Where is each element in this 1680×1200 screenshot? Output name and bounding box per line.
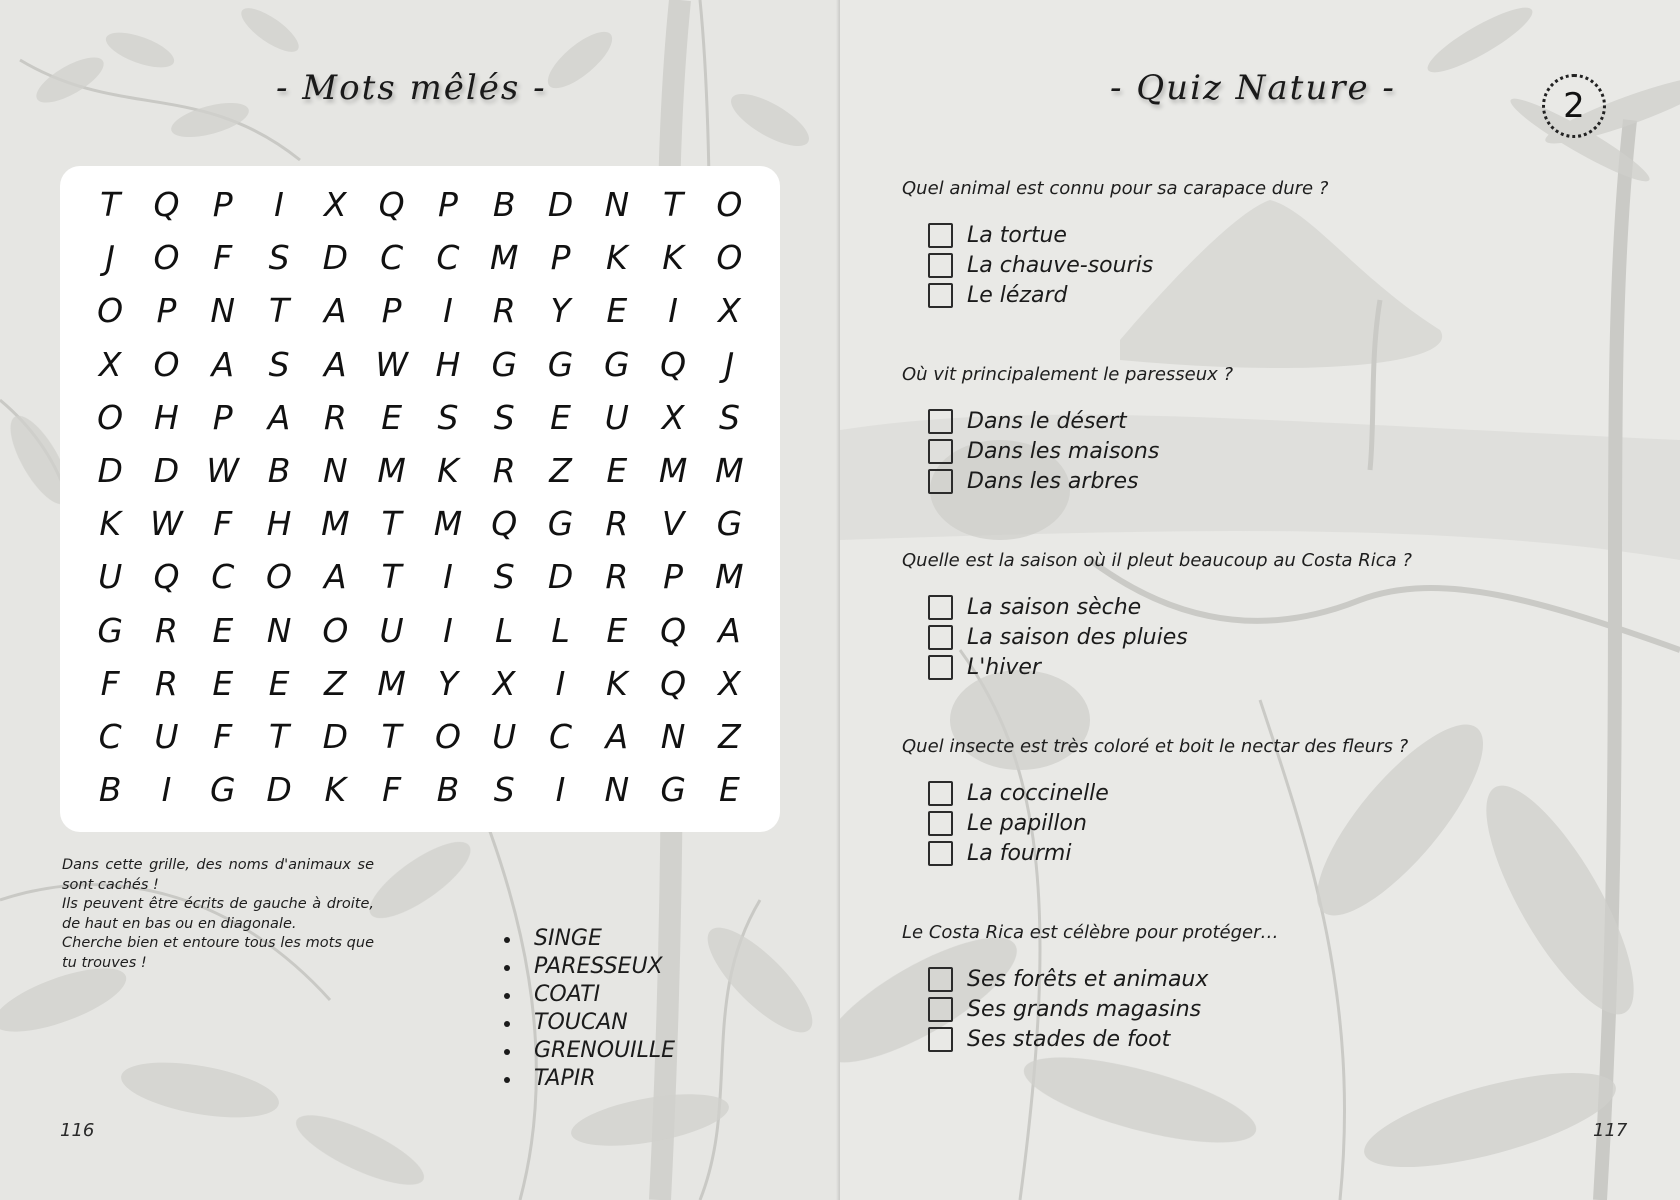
answer-option[interactable] <box>928 994 1602 1024</box>
grid-letter[interactable]: E <box>606 291 628 331</box>
instructions <box>62 856 374 973</box>
grid-letter[interactable]: R <box>492 291 516 331</box>
checkbox[interactable] <box>928 283 953 308</box>
grid-letter[interactable]: N <box>604 770 630 810</box>
page-number: 117 <box>1593 1120 1628 1141</box>
option-label: La fourmi <box>967 840 1072 866</box>
grid-letter[interactable]: L <box>551 610 570 650</box>
word-list-item <box>500 1037 675 1065</box>
grid-letter[interactable]: N <box>604 185 630 225</box>
grid-letter[interactable]: F <box>213 716 233 756</box>
word-label: PARESSEUX <box>534 954 663 979</box>
bullet-icon <box>504 937 510 943</box>
page-title: - Mots mêlés - <box>276 68 547 108</box>
question-text: Quel insecte est très coloré et boit le nectar des fleurs ? <box>902 736 1409 757</box>
grid-letter[interactable]: O <box>266 557 293 597</box>
grid-letter[interactable]: P <box>212 185 233 225</box>
grid-letter[interactable]: M <box>433 504 463 544</box>
word-label: TOUCAN <box>534 1010 628 1035</box>
grid-letter[interactable]: K <box>99 504 121 544</box>
option-label: Dans les arbres <box>967 468 1139 494</box>
word-list-item <box>500 925 675 953</box>
grid-letter[interactable]: I <box>555 663 566 703</box>
grid-letter[interactable]: T <box>381 716 402 756</box>
bullet-icon <box>504 993 510 999</box>
page-title: - Quiz Nature - <box>1110 68 1396 108</box>
word-list-item <box>500 953 675 981</box>
checkbox[interactable] <box>928 781 953 806</box>
word-label: COATI <box>534 982 601 1007</box>
grid-letter[interactable]: K <box>437 451 459 491</box>
grid-letter[interactable]: S <box>268 344 290 384</box>
grid-letter[interactable]: N <box>660 716 686 756</box>
grid-letter[interactable]: S <box>493 397 515 437</box>
quiz-question <box>902 548 1602 682</box>
grid-letter[interactable]: A <box>718 610 741 650</box>
answer-option[interactable] <box>928 592 1602 622</box>
grid-letter[interactable]: S <box>493 557 515 597</box>
grid-letter[interactable]: M <box>321 504 350 544</box>
grid-letter[interactable]: Z <box>549 451 572 491</box>
checkbox[interactable] <box>928 595 953 620</box>
grid-letter[interactable]: T <box>663 185 684 225</box>
grid-letter[interactable]: E <box>550 397 571 437</box>
grid-letter[interactable]: M <box>715 557 744 597</box>
grid-letter[interactable]: R <box>605 504 629 544</box>
grid-letter[interactable]: O <box>716 238 743 278</box>
grid-letter[interactable]: O <box>97 397 124 437</box>
grid-letter[interactable]: T <box>268 291 290 331</box>
grid-letter[interactable]: L <box>495 610 514 650</box>
grid-letter[interactable]: Z <box>324 663 347 703</box>
grid-letter[interactable]: X <box>98 344 122 384</box>
grid-letter[interactable]: A <box>211 344 235 384</box>
option-label: La saison sèche <box>967 594 1142 620</box>
checkbox[interactable] <box>928 625 953 650</box>
grid-letter[interactable]: B <box>436 770 460 810</box>
option-label: L'hiver <box>967 654 1041 680</box>
grid-letter[interactable]: A <box>605 716 629 756</box>
grid-letter[interactable]: C <box>211 557 235 597</box>
grid-letter[interactable]: X <box>492 663 516 703</box>
quiz-question <box>902 920 1602 1054</box>
answer-option[interactable] <box>928 964 1602 994</box>
answer-option[interactable] <box>928 808 1602 838</box>
option-label: Dans le désert <box>967 408 1127 434</box>
grid-letter[interactable]: S <box>493 770 515 810</box>
grid-letter[interactable]: E <box>212 663 234 703</box>
answer-options <box>902 220 1602 310</box>
grid-letter[interactable]: R <box>154 610 178 650</box>
word-label: TAPIR <box>534 1066 596 1091</box>
option-label: Dans les maisons <box>967 438 1160 464</box>
answer-options <box>902 964 1602 1054</box>
question-text: Le Costa Rica est célèbre pour protéger… <box>902 922 1279 943</box>
answer-option[interactable] <box>928 436 1602 466</box>
page-badge: 2 <box>1542 74 1606 138</box>
grid-letter[interactable]: U <box>492 716 517 756</box>
grid-letter[interactable]: I <box>274 185 284 225</box>
grid-letter[interactable]: O <box>97 291 124 331</box>
grid-letter[interactable]: P <box>381 291 402 331</box>
grid-letter[interactable]: D <box>547 185 574 225</box>
grid-letter[interactable]: U <box>154 716 179 756</box>
grid-letter[interactable]: Q <box>378 185 405 225</box>
grid-letter[interactable]: I <box>443 291 453 331</box>
word-list-item <box>500 981 675 1009</box>
grid-letter[interactable]: K <box>606 238 628 278</box>
grid-letter[interactable]: P <box>550 238 571 278</box>
answer-option[interactable] <box>928 466 1602 496</box>
grid-letter[interactable]: M <box>489 238 519 278</box>
grid-letter[interactable]: I <box>443 557 453 597</box>
grid-letter[interactable]: F <box>100 663 120 703</box>
question-text: Quel animal est connu pour sa carapace dure ? <box>902 178 1329 199</box>
answer-option[interactable] <box>928 406 1602 436</box>
page-number: 116 <box>60 1120 95 1141</box>
quiz-question <box>902 734 1602 868</box>
grid-letter[interactable]: V <box>661 504 685 544</box>
grid-letter[interactable]: P <box>156 291 177 331</box>
answer-option[interactable] <box>928 838 1602 868</box>
option-label: La saison des pluies <box>967 624 1188 650</box>
checkbox[interactable] <box>928 811 953 836</box>
grid-letter[interactable]: G <box>209 770 236 810</box>
grid-letter[interactable]: I <box>443 610 453 650</box>
grid-letter[interactable]: N <box>210 291 236 331</box>
grid-letter[interactable]: M <box>377 451 406 491</box>
grid-letter[interactable]: N <box>322 451 348 491</box>
grid-letter[interactable]: D <box>322 716 349 756</box>
grid-letter[interactable]: O <box>322 610 349 650</box>
quiz-question <box>902 176 1602 310</box>
grid-letter[interactable]: C <box>380 238 404 278</box>
word-search-grid <box>82 178 758 818</box>
grid-letter[interactable]: T <box>381 504 402 544</box>
grid-letter[interactable]: Q <box>491 504 518 544</box>
grid-letter[interactable]: D <box>266 770 292 810</box>
grid-letter[interactable]: Y <box>437 663 459 703</box>
grid-letter[interactable]: G <box>660 770 686 810</box>
grid-letter[interactable]: K <box>324 770 347 810</box>
checkbox[interactable] <box>928 409 953 434</box>
grid-letter[interactable]: G <box>716 504 743 544</box>
grid-letter[interactable]: I <box>161 770 172 810</box>
grid-letter[interactable]: Q <box>660 610 687 650</box>
option-label: Ses forêts et animaux <box>967 966 1209 992</box>
word-list-item <box>500 1009 675 1037</box>
grid-letter[interactable]: T <box>268 716 290 756</box>
grid-letter[interactable]: A <box>324 557 347 597</box>
checkbox[interactable] <box>928 223 953 248</box>
bullet-icon <box>504 1021 510 1027</box>
checkbox[interactable] <box>928 1027 953 1052</box>
grid-letter[interactable]: U <box>604 397 629 437</box>
checkbox[interactable] <box>928 469 953 494</box>
grid-letter[interactable]: A <box>324 344 347 384</box>
word-label: SINGE <box>534 926 602 951</box>
grid-letter[interactable]: G <box>491 344 518 384</box>
grid-letter[interactable]: U <box>98 557 123 597</box>
grid-letter[interactable]: E <box>606 451 628 491</box>
quiz-question <box>902 362 1602 496</box>
grid-letter[interactable]: C <box>436 238 460 278</box>
option-label: Le papillon <box>967 810 1087 836</box>
grid-letter[interactable]: B <box>492 185 516 225</box>
grid-letter[interactable]: T <box>381 557 402 597</box>
grid-letter[interactable]: X <box>324 185 347 225</box>
grid-letter[interactable]: O <box>153 344 180 384</box>
grid-letter[interactable]: Y <box>550 291 571 331</box>
grid-letter[interactable]: G <box>547 504 574 544</box>
grid-letter[interactable]: E <box>268 663 290 703</box>
grid-letter[interactable]: X <box>718 663 741 703</box>
grid-letter[interactable]: Z <box>718 716 741 756</box>
grid-letter[interactable]: P <box>212 397 233 437</box>
grid-letter[interactable]: R <box>323 397 347 437</box>
grid-letter[interactable]: X <box>718 291 741 331</box>
grid-letter[interactable]: E <box>606 610 628 650</box>
grid-letter[interactable]: R <box>154 663 178 703</box>
answer-options <box>902 406 1602 496</box>
checkbox[interactable] <box>928 841 953 866</box>
word-list <box>500 925 675 1093</box>
instruction-line: Cherche bien et entoure tous les mots que tu trouves ! <box>62 935 374 971</box>
word-search-card <box>60 166 780 832</box>
option-label: La tortue <box>967 222 1067 248</box>
grid-letter[interactable]: O <box>716 185 743 225</box>
grid-letter[interactable]: Q <box>153 557 180 597</box>
option-label: Ses stades de foot <box>967 1026 1171 1052</box>
answer-options <box>902 592 1602 682</box>
option-label: Ses grands magasins <box>967 996 1202 1022</box>
grid-letter[interactable]: M <box>658 451 688 491</box>
grid-letter[interactable]: A <box>267 397 291 437</box>
question-text: Quelle est la saison où il pleut beaucoup au Costa Rica ? <box>902 550 1412 571</box>
grid-letter[interactable]: D <box>153 451 180 491</box>
grid-letter[interactable]: Q <box>660 344 687 384</box>
grid-letter[interactable]: J <box>105 238 116 278</box>
answer-option[interactable] <box>928 1024 1602 1054</box>
option-label: La chauve-souris <box>967 252 1154 278</box>
grid-letter[interactable]: N <box>266 610 292 650</box>
bullet-icon <box>504 1077 510 1083</box>
grid-letter[interactable]: X <box>661 397 685 437</box>
grid-letter[interactable]: H <box>435 344 461 384</box>
grid-letter[interactable]: S <box>718 397 740 437</box>
answer-option[interactable] <box>928 250 1602 280</box>
grid-letter[interactable]: B <box>267 451 291 491</box>
word-label: GRENOUILLE <box>534 1038 676 1063</box>
grid-letter[interactable]: I <box>668 291 678 331</box>
grid-letter[interactable]: S <box>437 397 459 437</box>
grid-letter[interactable]: J <box>724 344 735 384</box>
answer-option[interactable] <box>928 220 1602 250</box>
grid-letter[interactable]: T <box>100 185 121 225</box>
grid-letter[interactable]: B <box>98 770 122 810</box>
option-label: Le lézard <box>967 282 1068 308</box>
grid-letter[interactable]: D <box>547 557 574 597</box>
grid-letter[interactable]: A <box>324 291 347 331</box>
grid-letter[interactable]: K <box>662 238 684 278</box>
grid-letter[interactable]: R <box>605 557 629 597</box>
grid-letter[interactable]: K <box>606 663 628 703</box>
grid-letter[interactable]: H <box>266 504 292 544</box>
grid-letter[interactable]: C <box>549 716 573 756</box>
grid-letter[interactable]: G <box>547 344 574 384</box>
answer-option[interactable] <box>928 280 1602 310</box>
answer-option[interactable] <box>928 622 1602 652</box>
grid-letter[interactable]: U <box>379 610 404 650</box>
bullet-icon <box>504 965 510 971</box>
checkbox[interactable] <box>928 997 953 1022</box>
question-text: Où vit principalement le paresseux ? <box>902 364 1234 385</box>
grid-letter[interactable]: S <box>268 238 290 278</box>
grid-letter[interactable]: D <box>322 238 349 278</box>
grid-letter[interactable]: P <box>663 557 684 597</box>
grid-letter[interactable]: C <box>98 716 122 756</box>
grid-letter[interactable]: E <box>718 770 740 810</box>
grid-letter[interactable]: H <box>154 397 179 437</box>
answer-option[interactable] <box>928 652 1602 682</box>
bullet-icon <box>504 1049 510 1055</box>
grid-letter[interactable]: O <box>153 238 180 278</box>
checkbox[interactable] <box>928 439 953 464</box>
grid-letter[interactable]: I <box>555 770 566 810</box>
grid-letter[interactable]: F <box>213 238 233 278</box>
grid-letter[interactable]: O <box>434 716 461 756</box>
answer-option[interactable] <box>928 778 1602 808</box>
word-list-item <box>500 1065 675 1093</box>
grid-letter[interactable]: M <box>377 663 406 703</box>
grid-letter[interactable]: P <box>437 185 458 225</box>
grid-letter[interactable]: G <box>604 344 630 384</box>
answer-options <box>902 778 1602 868</box>
grid-letter[interactable]: W <box>206 451 240 491</box>
instruction-line: Dans cette grille, des noms d'animaux se sont cachés ! <box>62 857 374 893</box>
grid-letter[interactable]: W <box>375 344 408 384</box>
grid-letter[interactable]: D <box>97 451 123 491</box>
grid-letter[interactable]: F <box>382 770 402 810</box>
grid-letter[interactable]: E <box>212 610 234 650</box>
grid-letter[interactable]: G <box>97 610 123 650</box>
option-label: La coccinelle <box>967 780 1109 806</box>
grid-letter[interactable]: W <box>150 504 183 544</box>
grid-letter[interactable]: F <box>213 504 233 544</box>
instruction-line: Ils peuvent être écrits de gauche à droite, de haut en bas ou en diagonale. <box>62 896 374 932</box>
checkbox[interactable] <box>928 253 953 278</box>
grid-letter[interactable]: M <box>715 451 744 491</box>
checkbox[interactable] <box>928 655 953 680</box>
grid-letter[interactable]: R <box>492 451 516 491</box>
grid-letter[interactable]: Q <box>660 663 687 703</box>
checkbox[interactable] <box>928 967 953 992</box>
grid-letter[interactable]: E <box>381 397 403 437</box>
grid-letter[interactable]: Q <box>153 185 180 225</box>
